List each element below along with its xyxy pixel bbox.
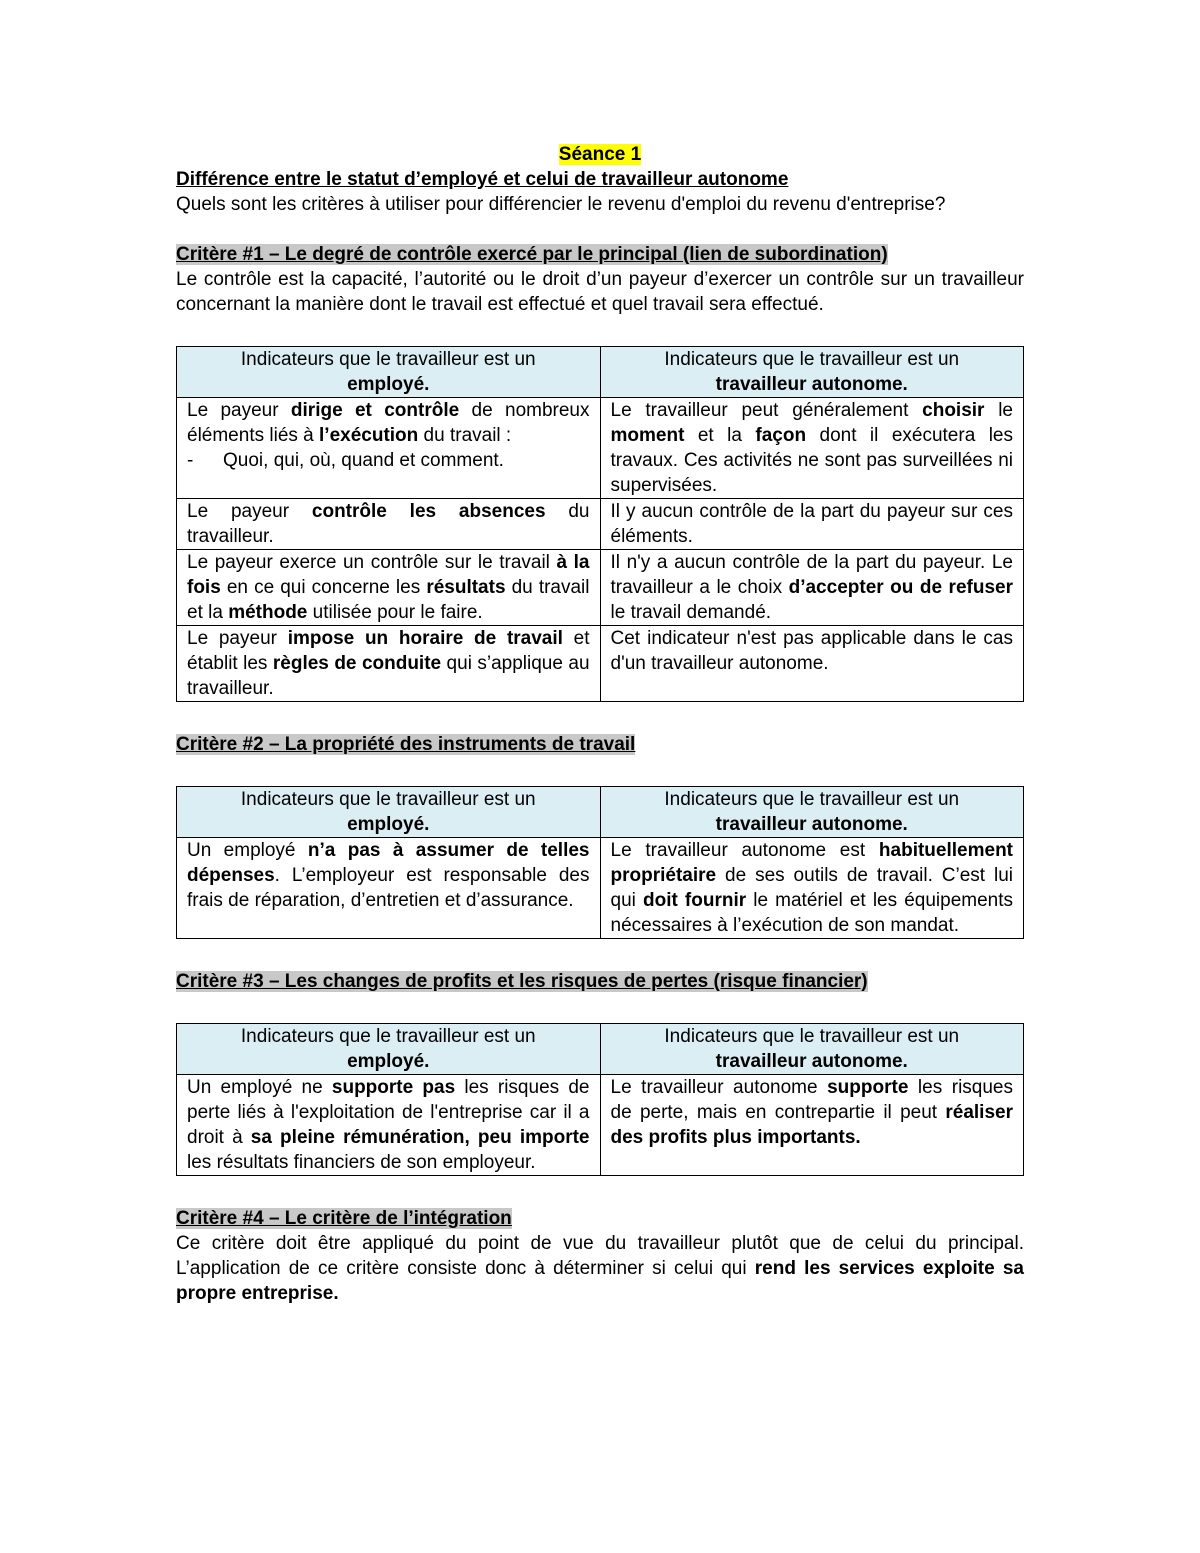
employee-indicator-cell (177, 838, 601, 939)
criterion4-heading-line (176, 1206, 1024, 1231)
self-employed-indicator-bold: doit fournir (642, 890, 747, 911)
employee-indicator-bold: règles de conduite (272, 653, 442, 674)
self-employed-indicator-text: le (984, 400, 1013, 421)
employee-indicator-text: Le payeur (187, 501, 312, 522)
session-title: Séance 1 (558, 144, 642, 165)
criterion3-title: Critère #3 – Les changes de profits et les risques de pertes (risque financier) (176, 971, 868, 992)
table-header-row (177, 1024, 1024, 1075)
criterion2-heading-line (176, 732, 1024, 757)
self-employed-indicator-text: Cet indicateur n'est pas applicable dans le cas d'un travailleur autonome. (610, 628, 1013, 674)
header-employee (177, 347, 601, 398)
self-employed-indicator-text: le travail demandé. (610, 602, 772, 623)
self-employed-indicator-text: et la (684, 425, 756, 446)
employee-indicator-bold: méthode (228, 602, 308, 623)
employee-indicator-bold: dirige et contrôle (290, 400, 460, 421)
employee-indicator-text: Un employé ne (187, 1077, 332, 1098)
header-employee-text: Indicateurs que le travailleur est un (240, 349, 536, 370)
self-employed-indicator-text: Le travailleur autonome est (610, 840, 879, 861)
employee-indicator-cell (177, 1075, 601, 1176)
self-employed-indicator-cell (600, 550, 1024, 626)
criterion2-body (177, 838, 1024, 939)
header-employee-text: Indicateurs que le travailleur est un (240, 789, 536, 810)
employee-indicator-bold: impose un horaire de travail (287, 628, 563, 649)
criterion4-title: Critère #4 – Le critère de l’intégration (176, 1208, 512, 1229)
employee-indicator-text: et établit les (187, 628, 590, 674)
criterion1-body (177, 398, 1024, 702)
criterion4-text (176, 1231, 1024, 1306)
employee-indicator-text: . L’employeur est responsable des frais de réparation, d’entretien et d’assurance. (187, 865, 590, 911)
table-row (177, 398, 1024, 499)
employee-indicator-bold: sa pleine rémunération, peu importe (250, 1127, 590, 1148)
employee-indicator-cell (177, 499, 601, 550)
table-row (177, 626, 1024, 702)
self-employed-indicator-bold: moment (610, 425, 685, 446)
header-self-text: Indicateurs que le travailleur est un (664, 349, 960, 370)
table-row (177, 838, 1024, 939)
header-employee (177, 787, 601, 838)
criterion1-text: Le contrôle est la capacité, l’autorité ou le droit d’un payeur d’exercer un contrôle sur un travailleur concernant la manière dont le travail est effectué et quel travail sera effectué. (176, 269, 1024, 315)
document-page (176, 142, 1024, 1306)
header-self-employed (600, 1024, 1024, 1075)
employee-indicator-bold: supporte pas (331, 1077, 456, 1098)
employee-indicator-text: du travail : (418, 425, 512, 446)
header-employee (177, 1024, 601, 1075)
intro-question: Quels sont les critères à utiliser pour différencier le revenu d'emploi du revenu d'entreprise? (176, 194, 946, 215)
header-employee-bold: employé. (347, 1051, 430, 1072)
employee-indicator-text: Le payeur (187, 628, 288, 649)
header-employee-bold: employé. (347, 374, 430, 395)
criterion1-heading-line (176, 242, 1024, 267)
employee-indicator-text: du travailleur. (187, 501, 590, 547)
document-subtitle: Différence entre le statut d’employé et celui de travailleur autonome (176, 169, 789, 190)
employee-indicator-text: Le payeur exerce un contrôle sur le travail (187, 552, 557, 573)
header-self-text: Indicateurs que le travailleur est un (664, 789, 960, 810)
employee-indicator-bold: n’a pas à assumer de telles dépenses (187, 840, 590, 886)
table-header-row (177, 787, 1024, 838)
employee-indicator-bold: à la fois (187, 552, 590, 598)
self-employed-indicator-text: Il n'y a aucun contrôle de la part du payeur. Le travailleur a le choix (610, 552, 1013, 598)
employee-indicator-text: Un employé (187, 840, 308, 861)
self-employed-indicator-bold: façon (755, 425, 807, 446)
self-employed-indicator-bold: habituellement propriétaire (610, 840, 1013, 886)
employee-indicator-text: de nombreux éléments liés à (187, 400, 590, 446)
self-employed-indicator-bold: réaliser des profits plus importants. (610, 1102, 1013, 1148)
employee-indicator-text: utilisée pour le faire. (307, 602, 483, 623)
employee-indicator-text: en ce qui concerne les (220, 577, 427, 598)
table-row (177, 1075, 1024, 1176)
employee-indicator-cell (177, 550, 601, 626)
self-employed-indicator-cell (600, 626, 1024, 702)
employee-indicator-text: qui s’applique au travailleur. (187, 653, 590, 699)
self-employed-indicator-cell (600, 398, 1024, 499)
session-title-line (176, 142, 1024, 167)
criterion1-table (176, 346, 1024, 702)
employee-indicator-text: du travail et la (187, 577, 590, 623)
header-self-employed (600, 347, 1024, 398)
employee-indicator-bold: contrôle les absences (311, 501, 546, 522)
self-employed-indicator-cell (600, 838, 1024, 939)
self-employed-indicator-bold: d’accepter ou de refuser (788, 577, 1013, 598)
bullet-text: Quoi, qui, où, quand et comment. (223, 450, 504, 471)
criterion3-body (177, 1075, 1024, 1176)
self-employed-indicator-text: Le travailleur peut généralement (610, 400, 923, 421)
header-employee-text: Indicateurs que le travailleur est un (240, 1026, 536, 1047)
self-employed-indicator-text: Il y aucun contrôle de la part du payeur sur ces éléments. (610, 501, 1013, 547)
criterion4-bold: rend les services exploite sa propre entreprise. (176, 1258, 1024, 1304)
header-employee-bold: employé. (347, 814, 430, 835)
header-self-bold: travailleur autonome. (715, 374, 908, 395)
employee-indicator-bold: résultats (426, 577, 506, 598)
bullet-dash: - (187, 450, 194, 471)
employee-indicator-text: les résultats financiers de son employeur. (187, 1152, 536, 1173)
criterion2-title: Critère #2 – La propriété des instruments de travail (176, 734, 636, 755)
self-employed-indicator-cell (600, 499, 1024, 550)
self-employed-indicator-text: le matériel et les équipements nécessaires à l’exécution de son mandat. (610, 890, 1014, 936)
table-row (177, 550, 1024, 626)
criterion1-title: Critère #1 – Le degré de contrôle exercé par le principal (lien de subordination) (176, 244, 888, 265)
criterion4-text: Ce critère doit être appliqué du point de vue du travailleur plutôt que de celui du principal. L’application de ce critère consiste donc à déterminer si celui qui (176, 1233, 1024, 1279)
self-employed-indicator-text: les risques de perte, mais en contrepartie il peut (610, 1077, 1013, 1123)
self-employed-indicator-cell (600, 1075, 1024, 1176)
employee-indicator-text: les risques de perte liés à l'exploitation de l'entreprise car il a droit à (187, 1077, 590, 1148)
table-row (177, 499, 1024, 550)
criterion3-table (176, 1023, 1024, 1176)
header-self-bold: travailleur autonome. (715, 1051, 908, 1072)
employee-indicator-bold: l’exécution (319, 425, 419, 446)
header-self-employed (600, 787, 1024, 838)
criterion2-table (176, 786, 1024, 939)
table-header-row (177, 347, 1024, 398)
employee-indicator-cell (177, 626, 601, 702)
employee-indicator-cell (177, 398, 601, 499)
employee-indicator-text: Le payeur (187, 400, 291, 421)
header-self-bold: travailleur autonome. (715, 814, 908, 835)
self-employed-indicator-bold: supporte (827, 1077, 909, 1098)
header-self-text: Indicateurs que le travailleur est un (664, 1026, 960, 1047)
self-employed-indicator-text: de ses outils de travail. C’est lui qui (610, 865, 1013, 911)
self-employed-indicator-text: Le travailleur autonome (610, 1077, 828, 1098)
criterion3-heading-line (176, 969, 1024, 994)
self-employed-indicator-text: dont il exécutera les travaux. Ces activités ne sont pas surveillées ni supervisées. (610, 425, 1013, 496)
bullet-item (187, 448, 590, 473)
self-employed-indicator-bold: choisir (922, 400, 985, 421)
